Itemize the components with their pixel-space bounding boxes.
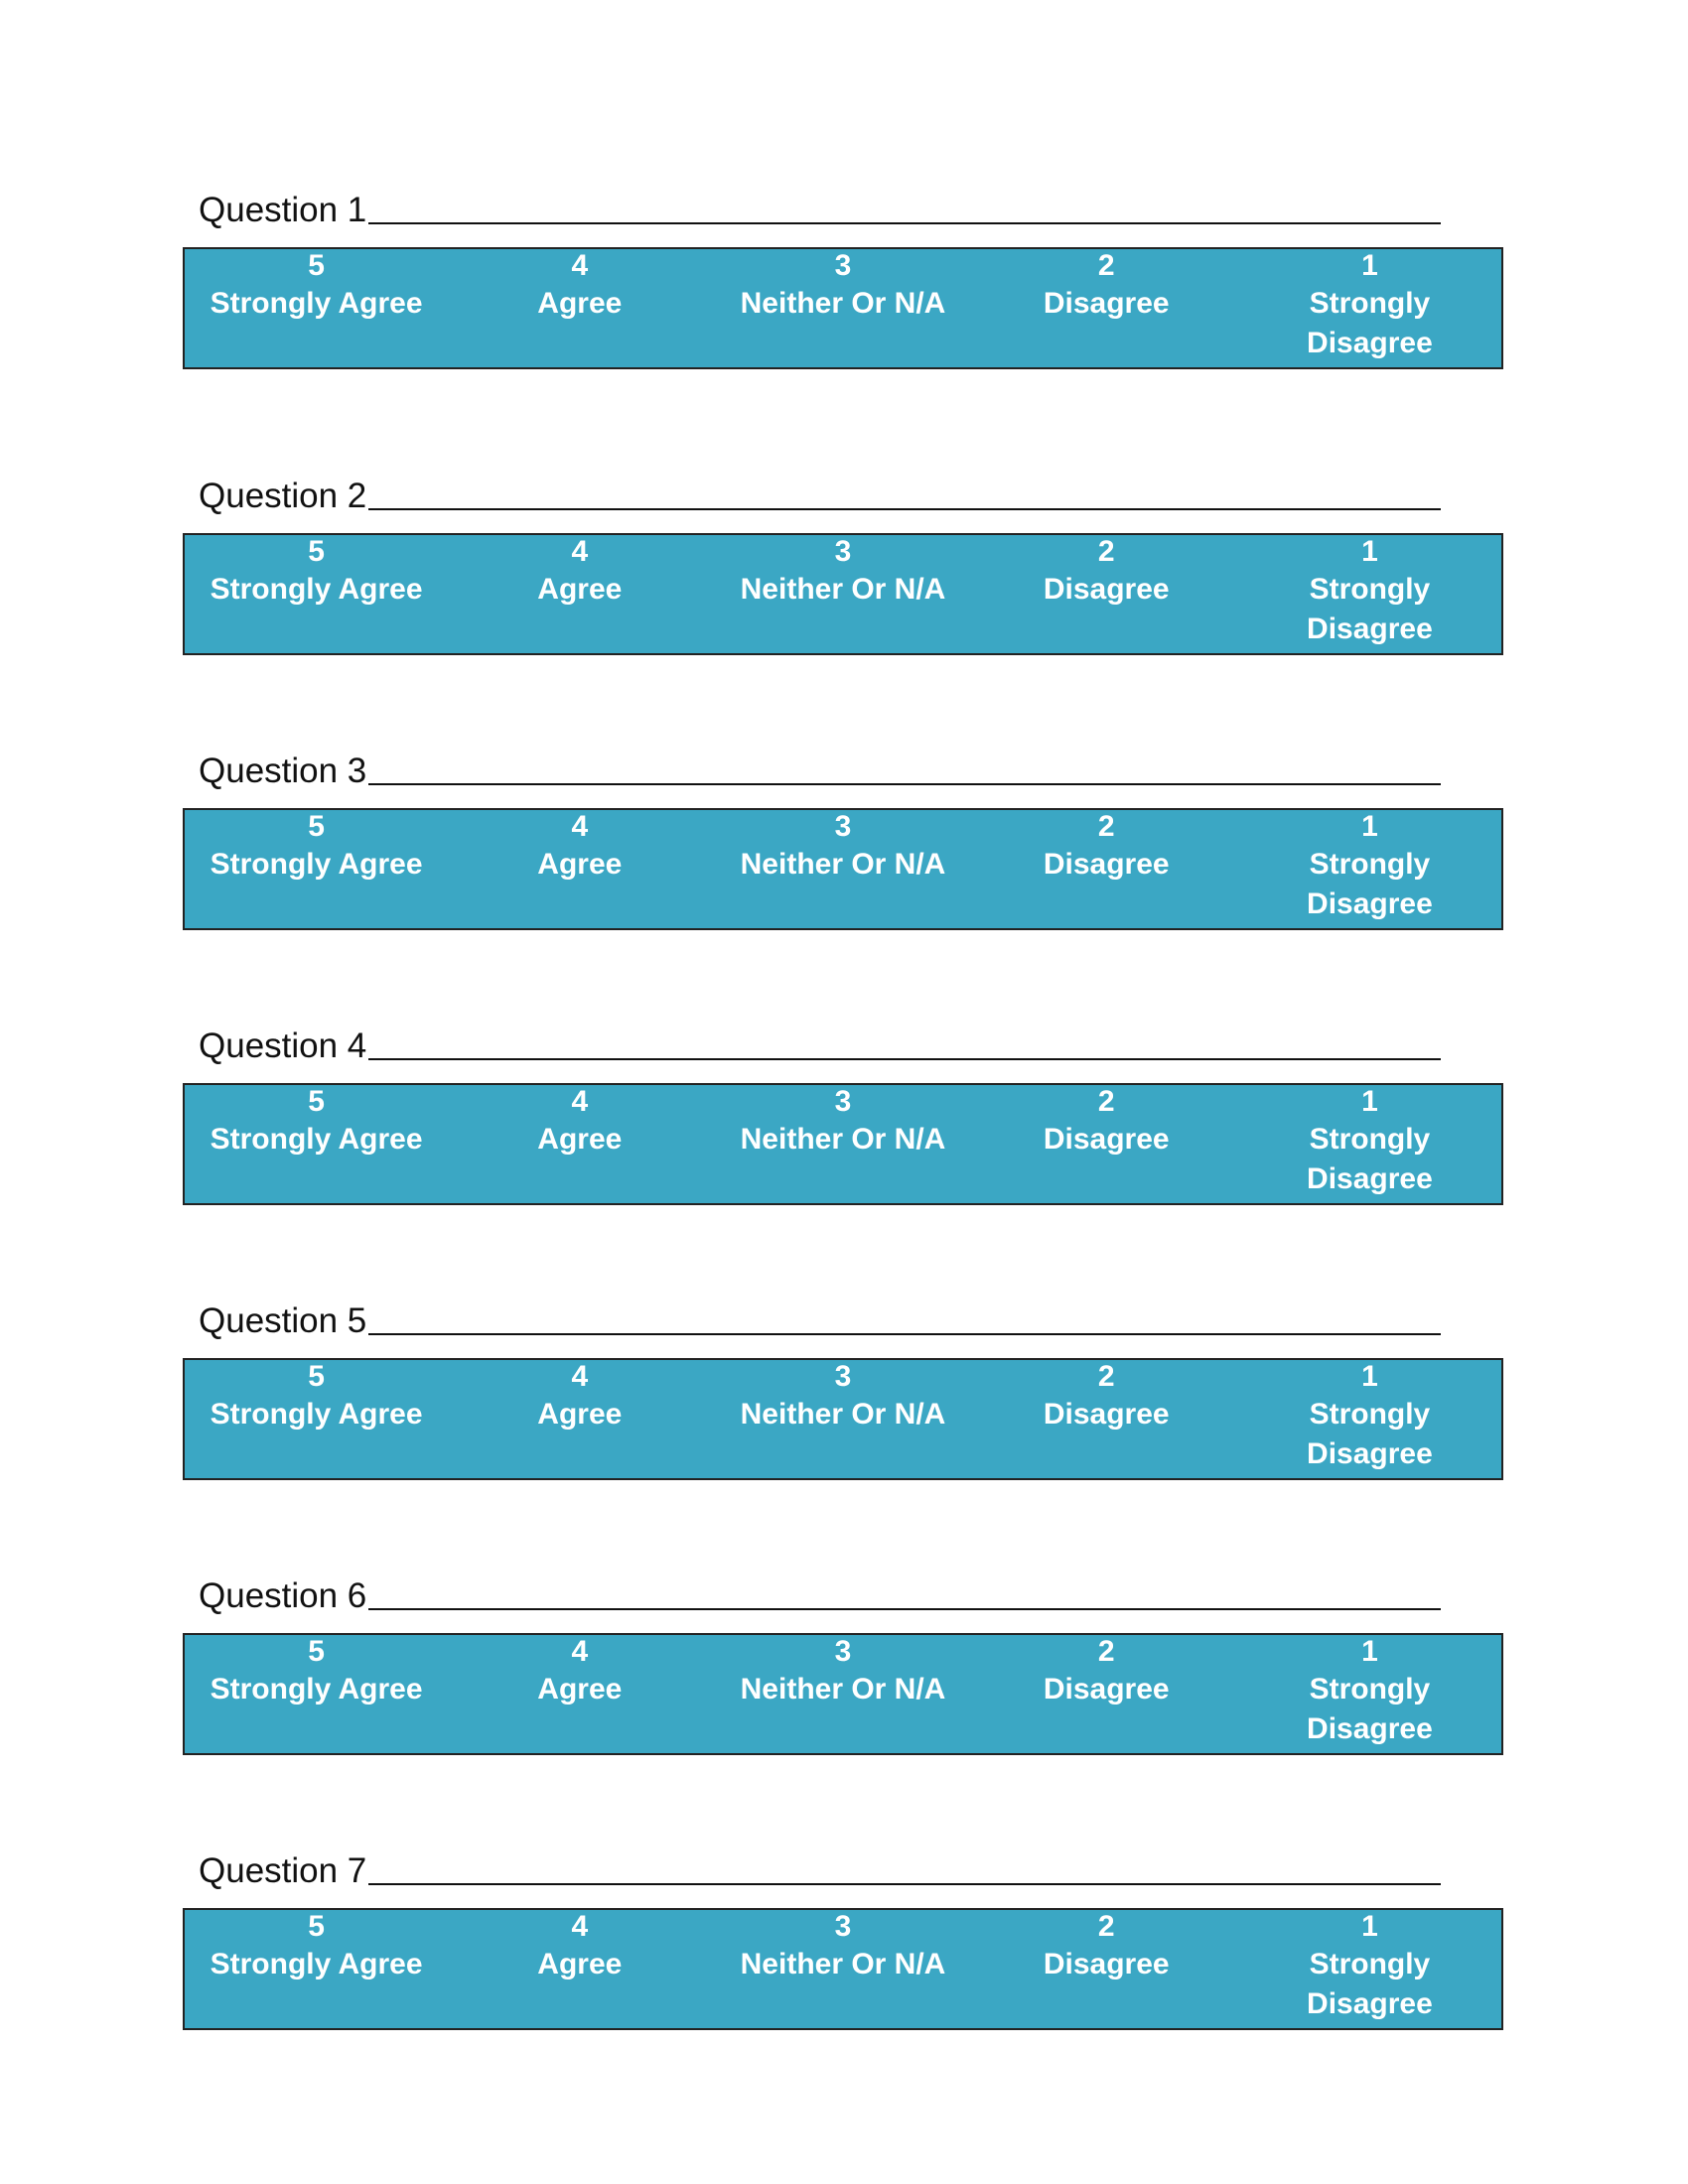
rating-option[interactable]	[448, 535, 711, 653]
rating-option[interactable]	[975, 1910, 1238, 2028]
rating-option[interactable]	[975, 1360, 1238, 1478]
rating-value: 4	[571, 1360, 589, 1393]
question-label: Question 5	[199, 1301, 367, 1340]
rating-value: 4	[571, 249, 589, 282]
rating-value: 2	[1097, 535, 1115, 568]
rating-value: 5	[308, 1360, 325, 1393]
question-line	[199, 1292, 1441, 1341]
question-line	[199, 742, 1441, 791]
rating-label: Disagree	[1043, 848, 1170, 881]
rating-value: 1	[1361, 810, 1378, 843]
rating-value: 4	[571, 1085, 589, 1118]
rating-value: 3	[834, 1910, 852, 1943]
rating-scale	[183, 533, 1503, 655]
rating-option[interactable]	[711, 1085, 974, 1203]
rating-label: Strongly Disagree	[1307, 1123, 1433, 1195]
rating-option[interactable]	[185, 1085, 448, 1203]
rating-value: 1	[1361, 535, 1378, 568]
rating-value: 4	[571, 810, 589, 843]
rating-option[interactable]	[185, 1910, 448, 2028]
rating-scale	[183, 247, 1503, 369]
rating-value: 4	[571, 1910, 589, 1943]
rating-value: 5	[308, 1635, 325, 1668]
rating-label: Agree	[537, 1123, 623, 1156]
rating-value: 1	[1361, 1635, 1378, 1668]
rating-option[interactable]	[185, 535, 448, 653]
rating-option[interactable]	[1238, 1635, 1501, 1753]
answer-blank-line[interactable]	[368, 783, 1441, 785]
rating-label: Neither Or N/A	[740, 1398, 946, 1431]
rating-option[interactable]	[711, 810, 974, 928]
rating-option[interactable]	[1238, 535, 1501, 653]
rating-value: 1	[1361, 1360, 1378, 1393]
rating-option[interactable]	[975, 810, 1238, 928]
rating-label: Neither Or N/A	[740, 1948, 946, 1980]
rating-label: Agree	[537, 287, 623, 320]
answer-blank-line[interactable]	[368, 222, 1441, 224]
rating-label: Neither Or N/A	[740, 573, 946, 606]
rating-value: 2	[1097, 1635, 1115, 1668]
rating-scale	[183, 1083, 1503, 1205]
rating-label: Strongly Disagree	[1307, 1948, 1433, 2020]
rating-label: Agree	[537, 848, 623, 881]
rating-label: Strongly Agree	[210, 1123, 423, 1156]
answer-blank-line[interactable]	[368, 1883, 1441, 1885]
rating-value: 2	[1097, 810, 1115, 843]
rating-value: 5	[308, 535, 325, 568]
rating-label: Disagree	[1043, 573, 1170, 606]
rating-value: 2	[1097, 1360, 1115, 1393]
rating-value: 3	[834, 535, 852, 568]
question-line	[199, 1017, 1441, 1066]
rating-value: 5	[308, 810, 325, 843]
rating-option[interactable]	[448, 810, 711, 928]
rating-option[interactable]	[975, 249, 1238, 367]
rating-label: Strongly Agree	[210, 1948, 423, 1980]
rating-option[interactable]	[711, 535, 974, 653]
rating-label: Neither Or N/A	[740, 287, 946, 320]
rating-value: 5	[308, 1910, 325, 1943]
question-label: Question 3	[199, 751, 367, 790]
rating-label: Strongly Disagree	[1307, 287, 1433, 359]
rating-option[interactable]	[448, 249, 711, 367]
rating-label: Neither Or N/A	[740, 1123, 946, 1156]
rating-label: Strongly Disagree	[1307, 848, 1433, 920]
rating-value: 3	[834, 249, 852, 282]
rating-option[interactable]	[975, 1635, 1238, 1753]
rating-label: Agree	[537, 1948, 623, 1980]
rating-value: 1	[1361, 249, 1378, 282]
question-line	[199, 467, 1441, 516]
rating-value: 1	[1361, 1910, 1378, 1943]
rating-value: 3	[834, 810, 852, 843]
rating-label: Neither Or N/A	[740, 848, 946, 881]
rating-label: Disagree	[1043, 1398, 1170, 1431]
rating-option[interactable]	[711, 1635, 974, 1753]
rating-label: Disagree	[1043, 1673, 1170, 1706]
question-line	[199, 1567, 1441, 1616]
question-line	[199, 1842, 1441, 1891]
answer-blank-line[interactable]	[368, 1333, 1441, 1335]
answer-blank-line[interactable]	[368, 1058, 1441, 1060]
rating-label: Disagree	[1043, 1123, 1170, 1156]
rating-scale	[183, 808, 1503, 930]
rating-label: Disagree	[1043, 287, 1170, 320]
answer-blank-line[interactable]	[368, 1608, 1441, 1610]
rating-option[interactable]	[185, 1360, 448, 1478]
rating-option[interactable]	[1238, 1360, 1501, 1478]
rating-option[interactable]	[1238, 249, 1501, 367]
rating-label: Strongly Agree	[210, 287, 423, 320]
rating-value: 1	[1361, 1085, 1378, 1118]
rating-value: 3	[834, 1635, 852, 1668]
rating-option[interactable]	[1238, 1910, 1501, 2028]
rating-label: Strongly Agree	[210, 848, 423, 881]
rating-option[interactable]	[711, 1910, 974, 2028]
rating-value: 4	[571, 535, 589, 568]
rating-option[interactable]	[975, 1085, 1238, 1203]
rating-label: Strongly Disagree	[1307, 1398, 1433, 1470]
rating-label: Strongly Agree	[210, 1673, 423, 1706]
rating-value: 5	[308, 249, 325, 282]
rating-label: Strongly Disagree	[1307, 573, 1433, 645]
rating-option[interactable]	[185, 1635, 448, 1753]
rating-option[interactable]	[711, 1360, 974, 1478]
rating-option[interactable]	[711, 249, 974, 367]
rating-label: Disagree	[1043, 1948, 1170, 1980]
rating-option[interactable]	[448, 1635, 711, 1753]
question-line	[199, 181, 1441, 230]
rating-label: Strongly Disagree	[1307, 1673, 1433, 1745]
question-label: Question 1	[199, 191, 367, 229]
question-label: Question 7	[199, 1851, 367, 1890]
rating-option[interactable]	[1238, 810, 1501, 928]
rating-value: 4	[571, 1635, 589, 1668]
rating-value: 2	[1097, 1910, 1115, 1943]
rating-option[interactable]	[448, 1085, 711, 1203]
rating-label: Agree	[537, 1398, 623, 1431]
rating-value: 3	[834, 1360, 852, 1393]
rating-scale	[183, 1358, 1503, 1480]
rating-value: 5	[308, 1085, 325, 1118]
rating-label: Strongly Agree	[210, 1398, 423, 1431]
rating-option[interactable]	[185, 810, 448, 928]
answer-blank-line[interactable]	[368, 508, 1441, 510]
rating-option[interactable]	[448, 1360, 711, 1478]
rating-option[interactable]	[1238, 1085, 1501, 1203]
rating-scale	[183, 1633, 1503, 1755]
rating-value: 2	[1097, 1085, 1115, 1118]
rating-label: Neither Or N/A	[740, 1673, 946, 1706]
rating-label: Agree	[537, 573, 623, 606]
rating-label: Agree	[537, 1673, 623, 1706]
rating-option[interactable]	[185, 249, 448, 367]
rating-label: Strongly Agree	[210, 573, 423, 606]
rating-option[interactable]	[448, 1910, 711, 2028]
question-label: Question 4	[199, 1026, 367, 1065]
question-label: Question 2	[199, 477, 367, 515]
rating-value: 2	[1097, 249, 1115, 282]
rating-option[interactable]	[975, 535, 1238, 653]
rating-scale	[183, 1908, 1503, 2030]
rating-value: 3	[834, 1085, 852, 1118]
question-label: Question 6	[199, 1576, 367, 1615]
